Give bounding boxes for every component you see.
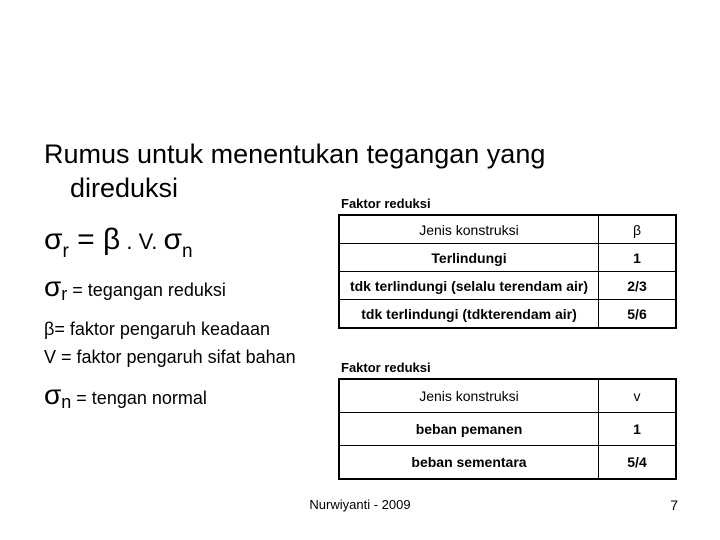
formula [44, 222, 193, 262]
table-cell: Terlindungi [339, 244, 599, 272]
table-row [339, 413, 676, 446]
table-2-header-row [339, 379, 676, 413]
table-row [339, 300, 676, 329]
table-cell: 5/6 [599, 300, 677, 329]
sigma-r-subscript: r [61, 284, 68, 304]
beta-def-symbol: β [44, 319, 55, 339]
table-2-header-jenis: Jenis konstruksi [339, 379, 599, 413]
sigma-n-symbol: σ [44, 379, 62, 410]
reduction-factor-table-2 [338, 378, 677, 480]
reduction-factor-table-1 [338, 214, 677, 329]
subscript-n: n [182, 241, 193, 262]
table-cell: 2/3 [599, 272, 677, 300]
sigma-symbol-2: σ [163, 223, 183, 256]
table-row [339, 446, 676, 480]
dot-v-term: . V. [120, 229, 164, 254]
table-cell: 1 [599, 413, 677, 446]
table-cell: tdk terlindungi (tdkterendam air) [339, 300, 599, 329]
table-cell: 5/4 [599, 446, 677, 480]
table-cell: beban pemanen [339, 413, 599, 446]
equals-sign: = [68, 223, 104, 256]
table-row [339, 244, 676, 272]
slide-title-line-2: direduksi [70, 173, 179, 203]
definition-sigma-r [44, 271, 226, 304]
table-1-header-beta: β [599, 215, 677, 244]
beta-def-text: = faktor pengaruh keadaan [54, 319, 271, 339]
definition-v: V = faktor pengaruh sifat bahan [44, 347, 296, 367]
sigma-n-subscript: n [61, 392, 72, 412]
table-1-header-row [339, 215, 676, 244]
beta-symbol: β [103, 223, 121, 256]
table-2-caption: Faktor reduksi [341, 360, 431, 375]
definition-sigma-n [44, 379, 207, 412]
table-cell: tdk terlindungi (selalu terendam air) [339, 272, 599, 300]
table-cell: 1 [599, 244, 677, 272]
sigma-r-text: = tegangan reduksi [67, 280, 226, 300]
sigma-n-text: = tengan normal [71, 388, 207, 408]
footer-author: Nurwiyanti - 2009 [309, 497, 411, 512]
slide-title-line-1: Rumus untuk menentukan tegangan yang [44, 139, 546, 169]
table-row [339, 272, 676, 300]
page-number: 7 [670, 497, 678, 513]
table-cell: beban sementara [339, 446, 599, 480]
definition-beta [44, 318, 270, 340]
sigma-r-symbol: σ [44, 271, 62, 302]
table-2-header-v: v [599, 379, 677, 413]
sigma-symbol: σ [44, 223, 63, 256]
table-1-caption: Faktor reduksi [341, 196, 431, 211]
subscript-r: r [62, 241, 69, 262]
table-1-header-jenis: Jenis konstruksi [339, 215, 599, 244]
